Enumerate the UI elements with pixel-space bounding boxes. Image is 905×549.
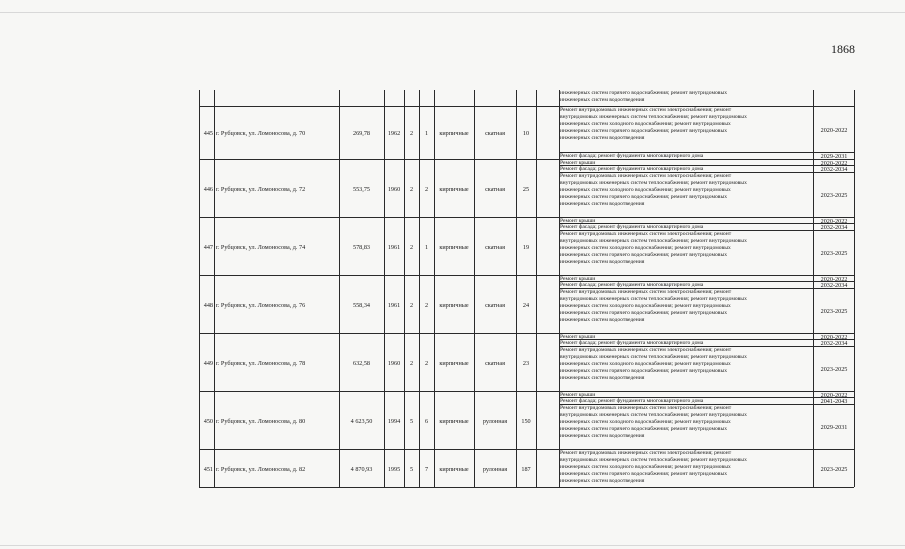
house-area: 578,83 xyxy=(352,243,370,251)
wall-material: кирпичные xyxy=(439,130,469,137)
house-address: г. Рубцовск, ул. Ломоносова, д. 76 xyxy=(216,301,306,309)
floor-count: 5 xyxy=(409,465,414,473)
page-number: 1868 xyxy=(831,42,855,56)
column-divider xyxy=(516,90,517,487)
roof-type: скатная xyxy=(485,130,505,137)
work-description: Ремонт фасада; ремонт фундамента многоквартирного дома xyxy=(560,166,704,172)
work-description: Ремонт внутридомовых инженерных систем электроснабжения; ремонт внутридомовых инженерных систем теплоснабжения; ремонт внутридомовых инженерных систем холодного водоснабжения; ремонт внутридомовых инженерных систем горячего водоснабжения; ремонт внутридомовых инженерных систем водоотведения xyxy=(560,405,747,439)
work-description: Ремонт внутридомовых инженерных систем электроснабжения; ремонт внутридомовых инженерных систем теплоснабжения; ремонт внутридомовых инженерных систем холодного водоснабжения; ремонт внутридомовых инженерных систем горячего водоснабжения; ремонт внутридомовых инженерных систем водоотведения xyxy=(560,289,747,323)
work-line xyxy=(559,346,854,392)
work-period: 2020-2022 xyxy=(820,126,848,134)
entrance-count: 2 xyxy=(424,185,429,193)
column-divider xyxy=(559,90,560,487)
entrance-count: 6 xyxy=(424,417,429,425)
floor-count: 2 xyxy=(409,185,414,193)
work-period: 2020-2022 xyxy=(820,275,848,283)
floor-count: 2 xyxy=(409,301,414,309)
work-period: 2029-2031 xyxy=(820,424,848,431)
work-line xyxy=(559,449,854,488)
entrance-count: 2 xyxy=(424,301,429,309)
row-number: 449 xyxy=(203,359,213,367)
work-description: Ремонт внутридомовых инженерных систем электроснабжения; ремонт внутридомовых инженерных систем теплоснабжения; ремонт внутридомовых инженерных систем холодного водоснабжения; ремонт внутридомовых инженерных систем горячего водоснабжения; ремонт внутридомовых инженерных систем водоотведения xyxy=(560,450,747,484)
column-divider xyxy=(854,90,855,487)
work-period: 2032-2034 xyxy=(820,282,848,289)
work-period: 2032-2034 xyxy=(820,340,848,347)
work-line xyxy=(559,106,854,153)
work-line xyxy=(559,230,854,276)
column-divider xyxy=(813,90,814,487)
work-description: Ремонт внутридомовых инженерных систем электроснабжения; ремонт внутридомовых инженерных систем теплоснабжения; ремонт внутридомовых инженерных систем холодного водоснабжения; ремонт внутридомовых инженерных систем горячего водоснабжения; ремонт внутридомовых инженерных систем водоотведения xyxy=(560,347,747,381)
repair-schedule-table xyxy=(199,90,854,487)
wall-material: кирпичные xyxy=(439,185,469,193)
column-divider xyxy=(199,90,200,487)
house-area: 269,78 xyxy=(352,130,370,137)
wall-material: кирпичные xyxy=(439,465,469,473)
build-year: 1994 xyxy=(387,417,401,425)
apartment-count: 19 xyxy=(522,243,530,251)
work-period: 2041-2043 xyxy=(820,398,848,405)
work-period: 2020-2022 xyxy=(820,159,848,167)
row-number: 445 xyxy=(203,130,213,137)
house-area: 558,34 xyxy=(352,301,370,309)
work-period: 2023-2025 xyxy=(820,366,848,373)
roof-type: скатная xyxy=(485,301,505,309)
work-description: Ремонт крыши xyxy=(560,160,596,166)
work-period: 2032-2034 xyxy=(820,166,848,173)
row-number: 447 xyxy=(203,243,213,251)
column-divider xyxy=(419,90,420,487)
roof-type: скатная xyxy=(485,185,505,193)
house-address: г. Рубцовск, ул. Ломоносова, д. 72 xyxy=(216,185,306,193)
work-description: Ремонт фасада; ремонт фундамента многоквартирного дома xyxy=(560,153,704,159)
work-period: 2020-2022 xyxy=(820,217,848,225)
work-description: Ремонт внутридомовых инженерных систем электроснабжения; ремонт внутридомовых инженерных систем теплоснабжения; ремонт внутридомовых инженерных систем холодного водоснабжения; ремонт внутридомовых инженерных систем горячего водоснабжения; ремонт внутридомовых инженерных систем водоотведения xyxy=(560,173,747,207)
work-period: 2020-2022 xyxy=(820,333,848,341)
work-period: 2032-2034 xyxy=(820,224,848,231)
wall-material: кирпичные xyxy=(439,301,469,309)
build-year: 1961 xyxy=(387,243,401,251)
roof-type: рулонная xyxy=(482,465,508,473)
house-area: 553,75 xyxy=(352,185,370,193)
roof-type: скатная xyxy=(485,243,505,251)
apartment-count: 24 xyxy=(522,301,530,309)
work-period: 2023-2025 xyxy=(820,308,848,315)
work-description: Ремонт крыши xyxy=(560,276,596,282)
work-description: Ремонт крыши xyxy=(560,334,596,340)
entrance-count: 1 xyxy=(424,130,429,137)
table-continuation xyxy=(559,90,854,106)
entrance-count: 7 xyxy=(424,465,429,473)
wall-material: кирпичные xyxy=(439,417,469,425)
roof-type: скатная xyxy=(485,359,505,367)
column-divider xyxy=(536,90,537,487)
build-year: 1960 xyxy=(387,185,401,193)
work-description: Ремонт фасада; ремонт фундамента многоквартирного дома xyxy=(560,340,704,346)
floor-count: 2 xyxy=(409,130,414,137)
apartment-count: 23 xyxy=(522,359,530,367)
row-number: 446 xyxy=(203,185,213,193)
apartment-count: 150 xyxy=(521,417,531,425)
floor-count: 2 xyxy=(409,243,414,251)
floor-count: 5 xyxy=(409,417,414,425)
house-area: 632,58 xyxy=(352,359,370,367)
build-year: 1962 xyxy=(387,130,401,137)
build-year: 1961 xyxy=(387,301,401,309)
apartment-count: 187 xyxy=(521,465,531,473)
work-description: Ремонт внутридомовых инженерных систем электроснабжения; ремонт внутридомовых инженерных систем теплоснабжения; ремонт внутридомовых инженерных систем холодного водоснабжения; ремонт внутридомовых инженерных систем горячего водоснабжения; ремонт внутридомовых инженерных систем водоотведения xyxy=(560,107,747,141)
work-period: 2023-2025 xyxy=(820,250,848,257)
roof-type: рулонная xyxy=(482,417,508,425)
table-bottom-border xyxy=(199,487,854,488)
work-line xyxy=(559,288,854,334)
apartment-count: 25 xyxy=(522,185,530,193)
build-year: 1960 xyxy=(387,359,401,367)
column-divider xyxy=(214,90,215,487)
house-address: г. Рубцовск, ул. Ломоносова, д. 70 xyxy=(216,130,306,137)
work-line xyxy=(559,172,854,218)
column-divider xyxy=(474,90,475,487)
work-description: Ремонт фасада; ремонт фундамента многоквартирного дома xyxy=(560,224,704,230)
work-description: инженерных систем горячего водоснабжения; ремонт внутридомовых инженерных систем водоотведения xyxy=(560,90,728,103)
floor-count: 2 xyxy=(409,359,414,367)
entrance-count: 1 xyxy=(424,243,429,251)
work-period: 2023-2025 xyxy=(820,192,848,199)
house-address: г. Рубцовск, ул. Ломоносова, д. 74 xyxy=(216,243,306,251)
work-period: 2020-2022 xyxy=(820,391,848,399)
column-divider xyxy=(384,90,385,487)
row-number: 448 xyxy=(203,301,213,309)
scan-edge-bottom xyxy=(0,545,905,546)
work-line xyxy=(559,404,854,450)
entrance-count: 2 xyxy=(424,359,429,367)
work-description: Ремонт фасада; ремонт фундамента многоквартирного дома xyxy=(560,282,704,288)
house-address: г. Рубцовск, ул. Ломоносова, д. 80 xyxy=(216,417,306,425)
row-number: 450 xyxy=(203,417,213,425)
work-description: Ремонт крыши xyxy=(560,218,596,224)
work-period: 2029-2031 xyxy=(820,153,848,160)
house-area: 4 623,50 xyxy=(350,417,373,425)
wall-material: кирпичные xyxy=(439,243,469,251)
row-number: 451 xyxy=(203,465,213,473)
house-area: 4 870,93 xyxy=(350,465,373,473)
wall-material: кирпичные xyxy=(439,359,469,367)
build-year: 1995 xyxy=(387,465,401,473)
work-period xyxy=(814,90,854,106)
column-divider xyxy=(339,90,340,487)
work-description: Ремонт внутридомовых инженерных систем электроснабжения; ремонт внутридомовых инженерных систем теплоснабжения; ремонт внутридомовых инженерных систем холодного водоснабжения; ремонт внутридомовых инженерных систем горячего водоснабжения; ремонт внутридомовых инженерных систем водоотведения xyxy=(560,231,747,265)
house-address: г. Рубцовск, ул. Ломоносова, д. 78 xyxy=(216,359,306,367)
column-divider xyxy=(404,90,405,487)
house-address: г. Рубцовск, ул. Ломоносова, д. 82 xyxy=(216,465,306,473)
work-description: Ремонт фасада; ремонт фундамента многоквартирного дома xyxy=(560,398,704,404)
scan-edge-top xyxy=(0,12,905,13)
apartment-count: 10 xyxy=(522,130,530,137)
work-description: Ремонт крыши xyxy=(560,392,596,398)
column-divider xyxy=(434,90,435,487)
work-period: 2023-2025 xyxy=(820,465,848,473)
